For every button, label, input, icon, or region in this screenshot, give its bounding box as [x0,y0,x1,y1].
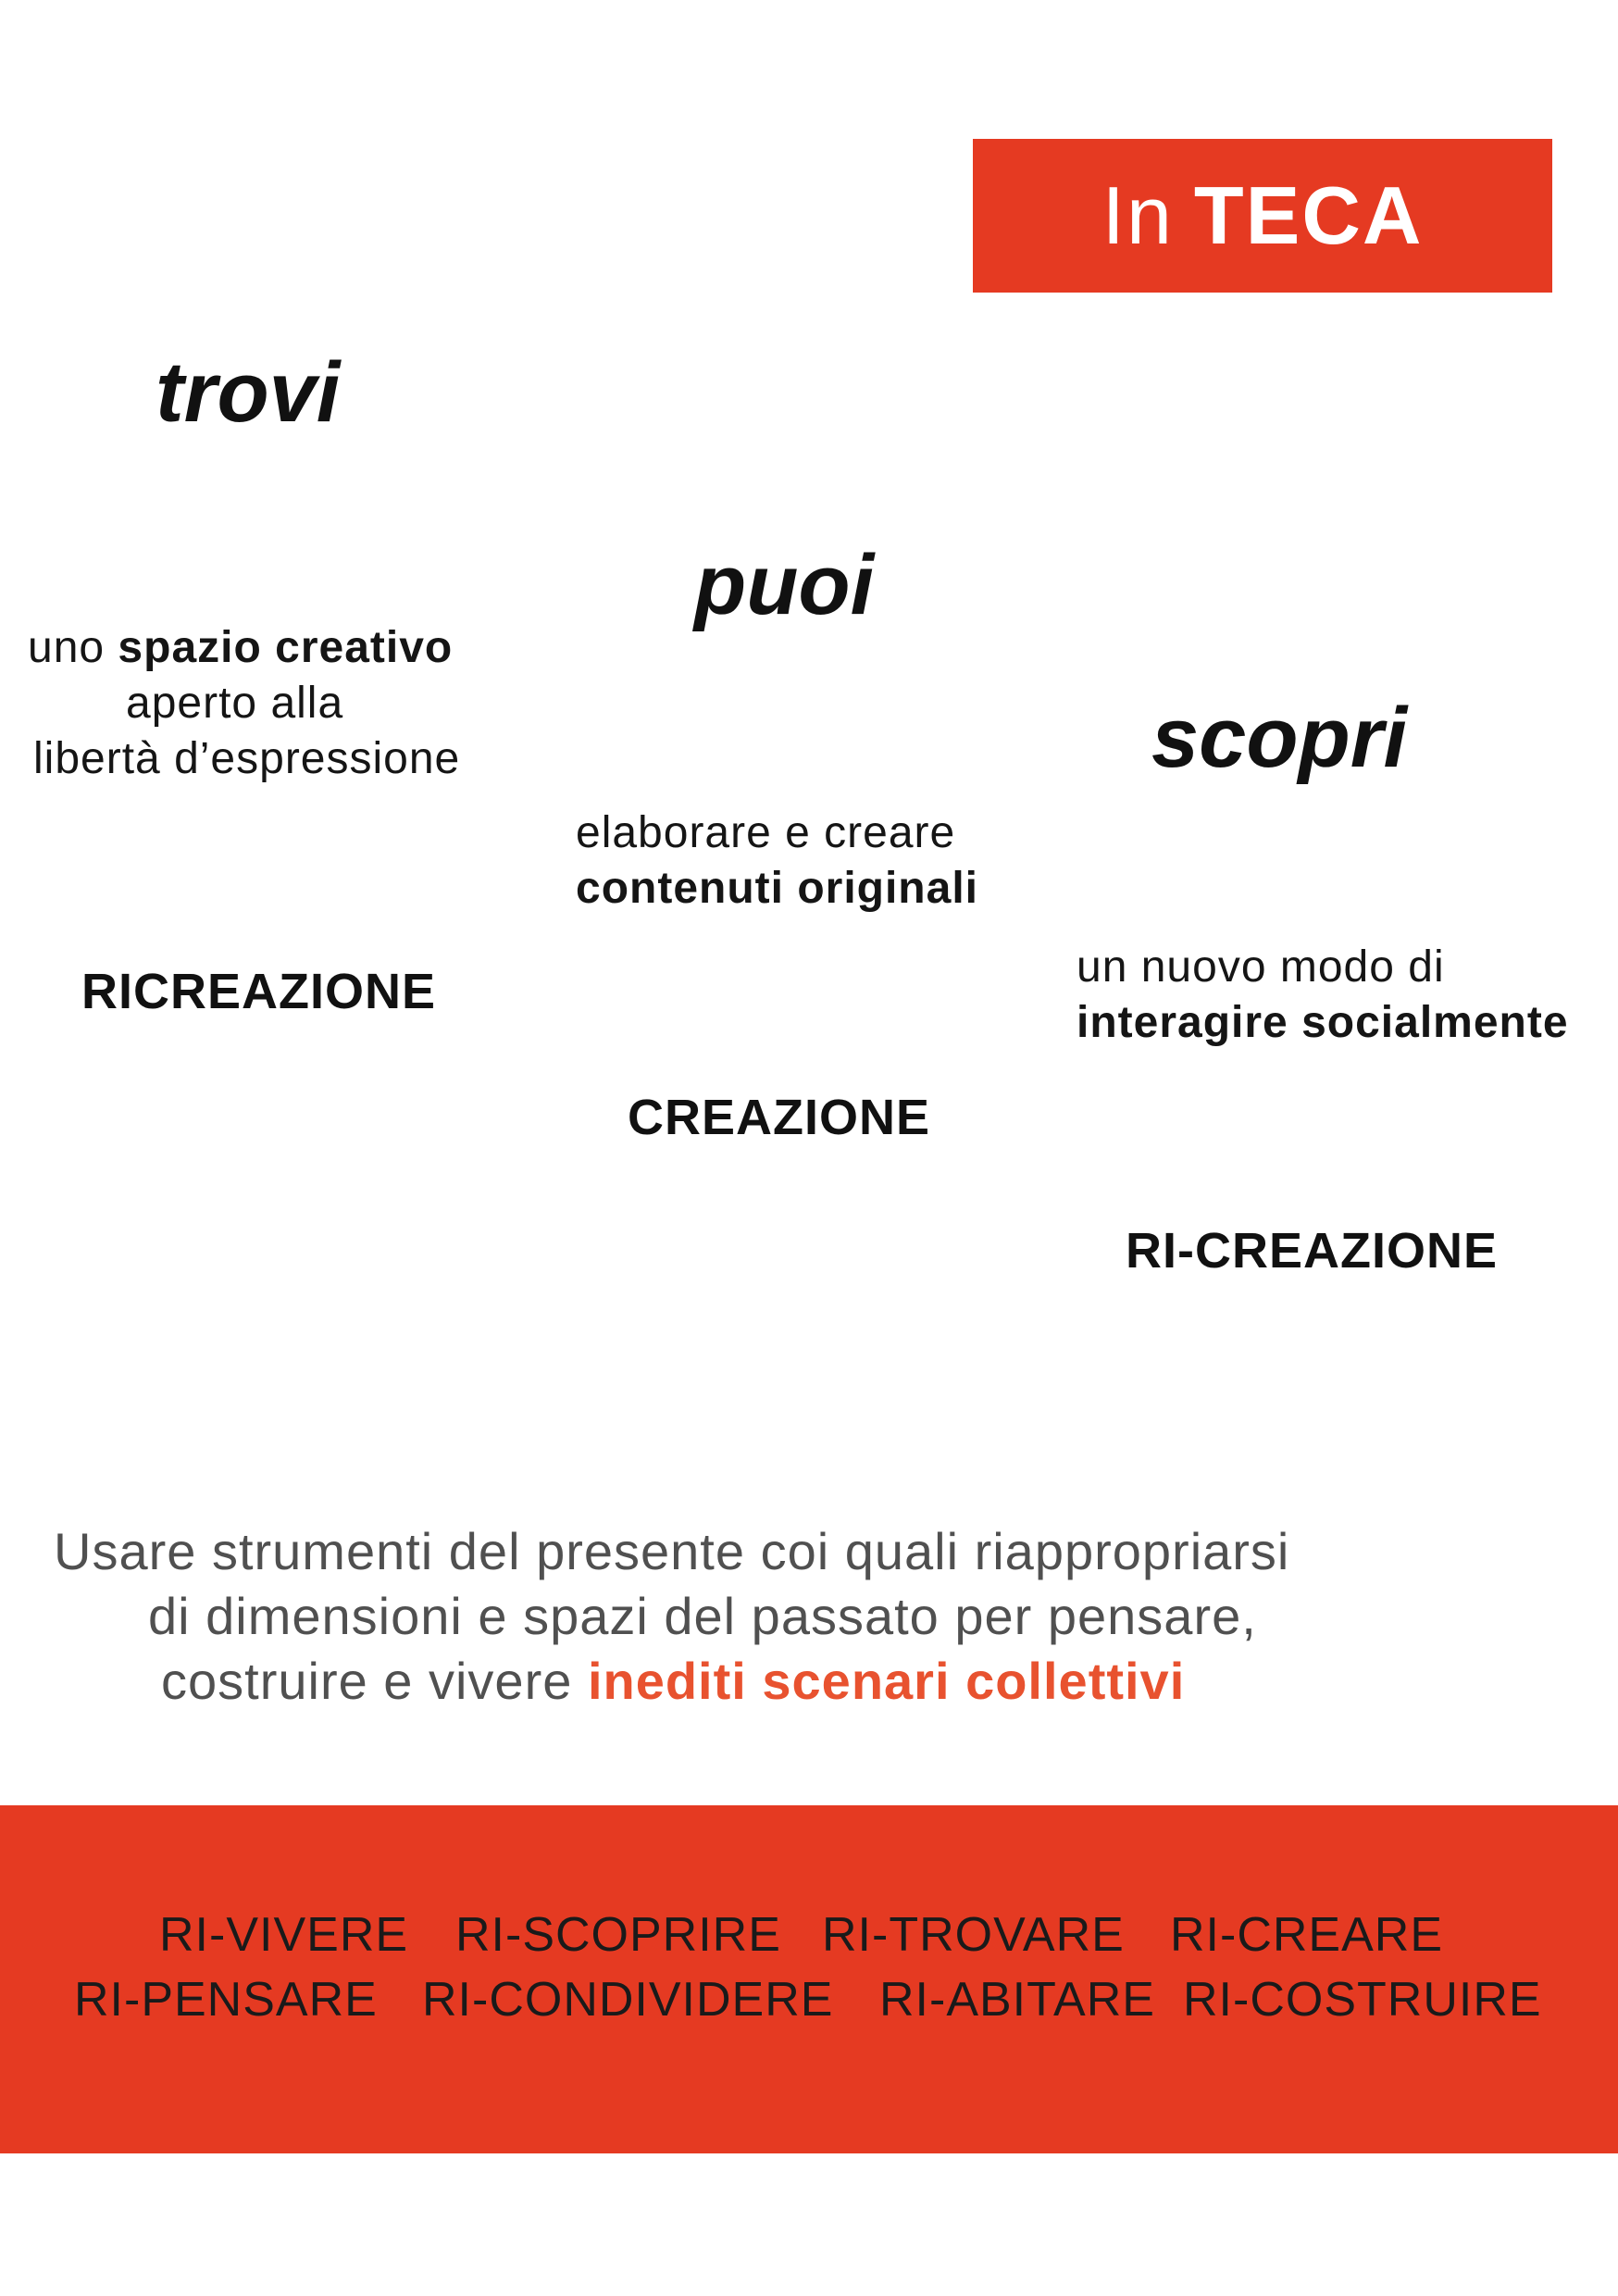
left-desc-line1 [28,620,460,676]
verb-trovi: trovi [156,345,341,440]
manifesto-line3-prefix: costruire e vivere [161,1652,588,1710]
tag-ri-costruire: RI-COSTRUIRE [1183,1973,1542,2027]
manifesto-text [54,1519,1289,1714]
tag-ri-abitare: RI-ABITARE [879,1973,1155,2027]
badge-bold-text: TECA [1193,169,1424,261]
center-desc-bold-text: contenuti originali [576,864,978,913]
tag-ri-vivere: RI-VIVERE [159,1908,409,1962]
right-desc-bold-text: interagire socialmente [1077,998,1569,1047]
manifesto-line1: Usare strumenti del presente coi quali riappropriarsi [54,1522,1290,1580]
verb-scopri: scopri [1151,691,1408,785]
left-desc-line2: aperto alla [126,679,344,728]
left-desc-prefix: uno [28,623,118,672]
bottom-band [0,1805,1618,2153]
left-description [28,620,460,787]
keyword-ricreazione: RICREAZIONE [81,964,437,1019]
right-desc-bold [1077,995,1569,1051]
left-desc-bold: spazio creativo [118,623,454,672]
center-description [576,805,978,917]
verb-puoi: puoi [694,538,875,632]
left-desc-line3: libertà d’espressione [33,734,461,783]
right-description [1077,940,1569,1051]
tag-ri-condividere: RI-CONDIVIDERE [422,1973,834,2027]
center-desc-line1: elaborare e creare [576,808,956,857]
tag-ri-creare: RI-CREARE [1170,1908,1444,1962]
title-badge [973,139,1552,293]
tag-ri-pensare: RI-PENSARE [74,1973,378,2027]
keyword-creazione: CREAZIONE [628,1090,931,1145]
manifesto-line2: di dimensioni e spazi del passato per pensare, [148,1587,1257,1645]
badge-regular-text: In [1101,169,1174,261]
manifesto-accent: inediti scenari collettivi [587,1652,1186,1710]
tag-ri-trovare: RI-TROVARE [822,1908,1125,1962]
right-desc-line1: un nuovo modo di [1077,942,1445,992]
tag-ri-scoprire: RI-SCOPRIRE [455,1908,781,1962]
keyword-ri-creazione: RI-CREAZIONE [1126,1223,1498,1279]
center-desc-bold [576,861,978,917]
manifesto-line3 [161,1649,1289,1714]
